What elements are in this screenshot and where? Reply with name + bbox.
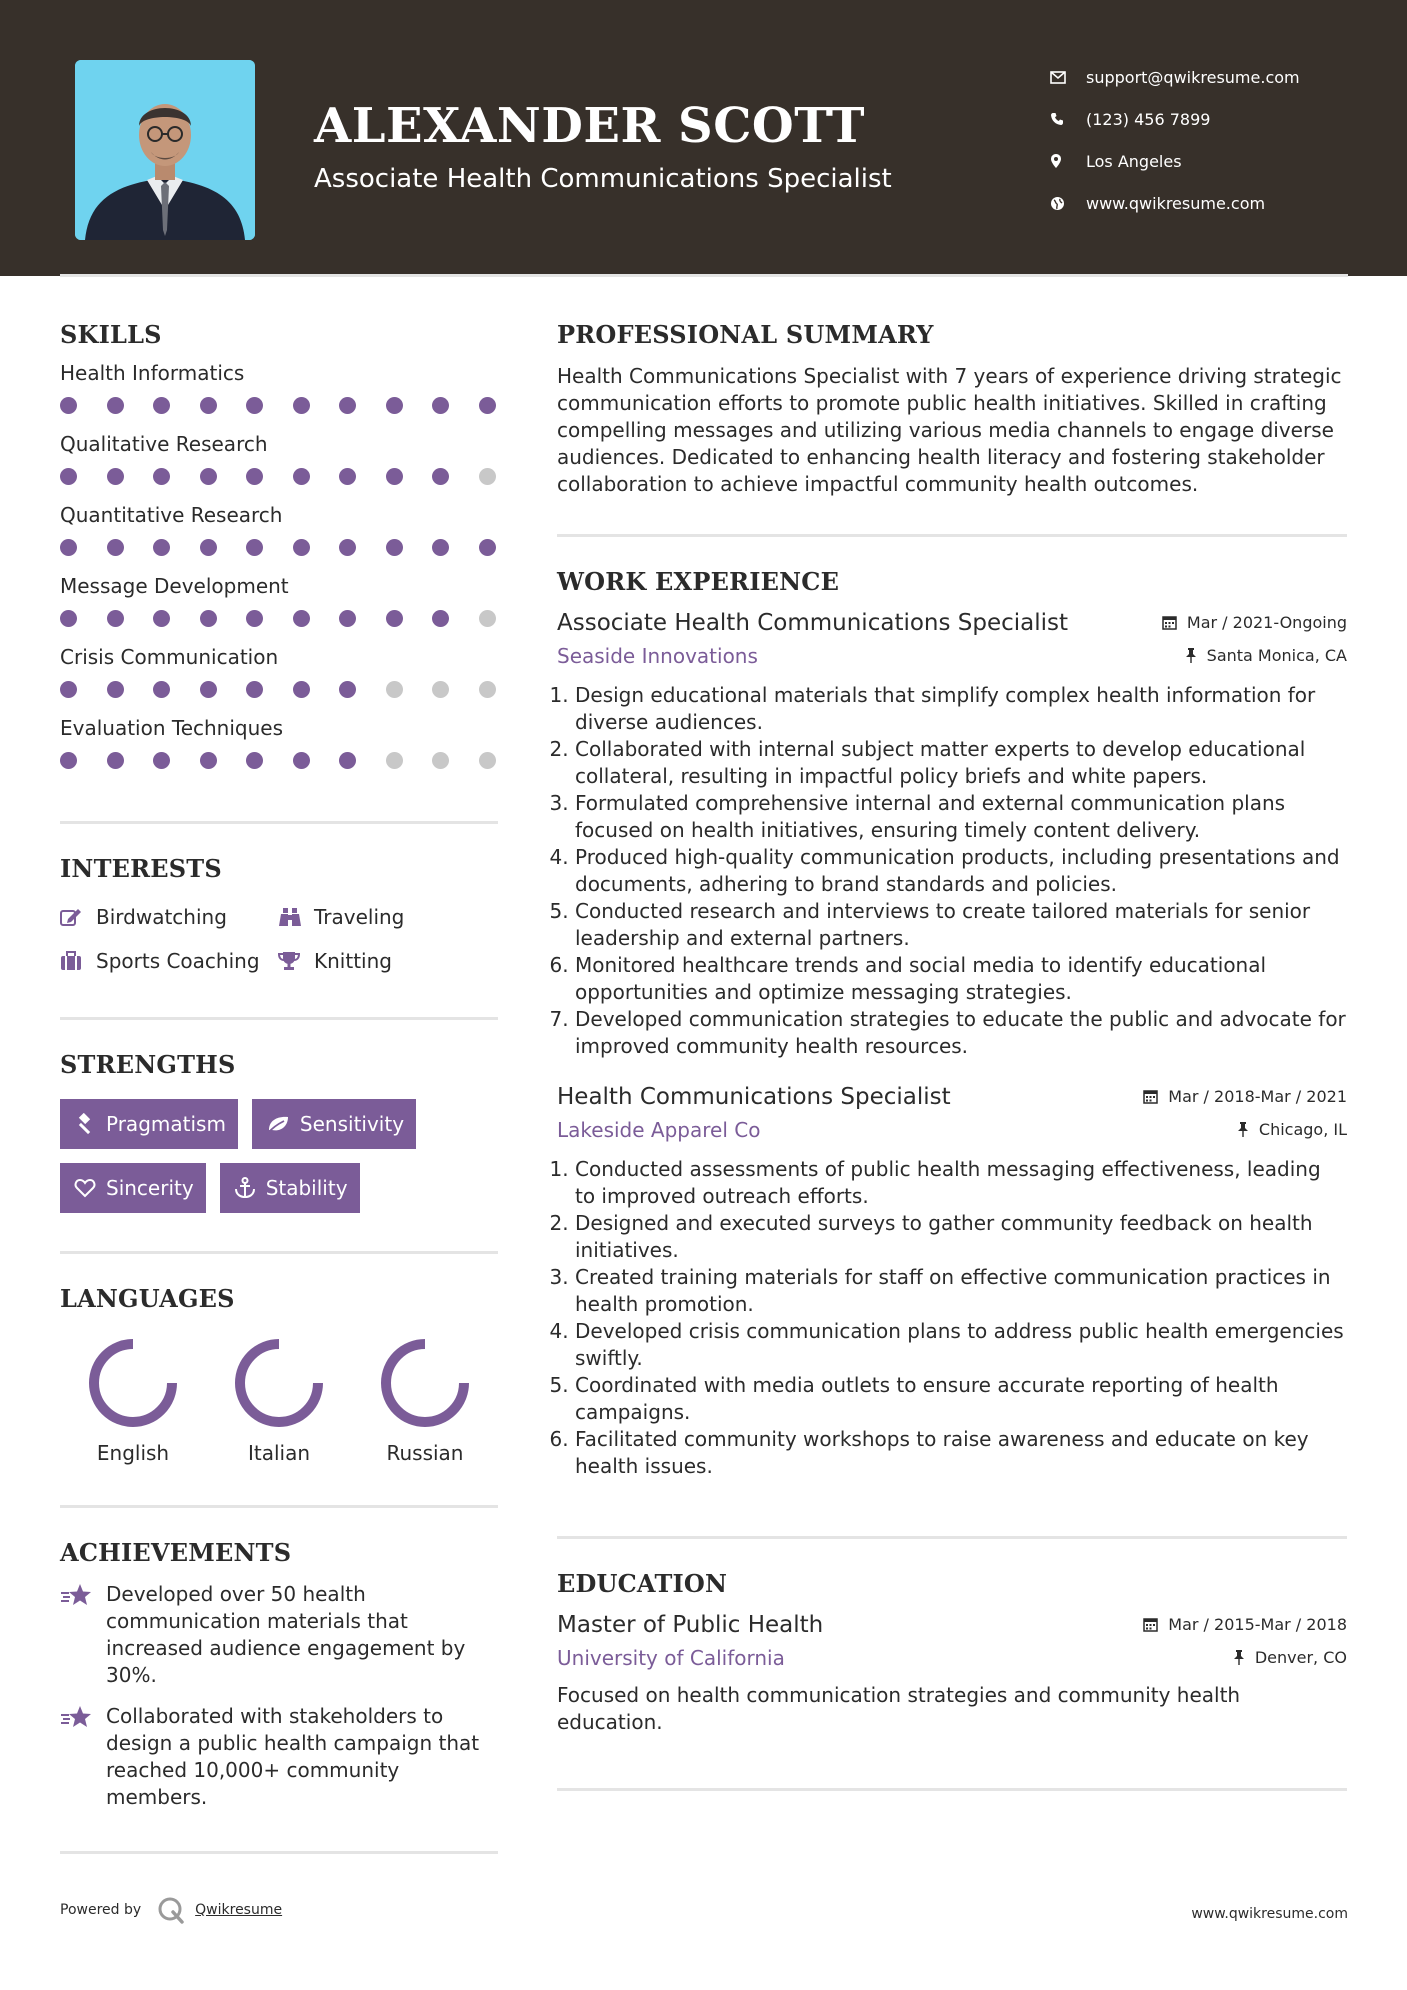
phone-icon xyxy=(1050,112,1086,126)
duty-item: 2. Designed and executed surveys to gather community feedback on health initiatives. xyxy=(575,1210,1347,1264)
rating-dot-filled xyxy=(60,468,77,485)
candidate-role: Associate Health Communications Specialist xyxy=(314,164,892,194)
contact-website[interactable] xyxy=(1050,182,1380,224)
education-heading: EDUCATION xyxy=(557,1569,728,1598)
education-entry xyxy=(557,1612,1347,1736)
job-title: Associate Health Communications Specialist xyxy=(557,610,1069,636)
pushpin-icon xyxy=(1185,648,1197,663)
rating-dot-filled xyxy=(107,468,124,485)
contact-list xyxy=(1050,56,1380,224)
duty-item: 4. Developed crisis communication plans to address public health emergencies swiftly. xyxy=(575,1318,1347,1372)
rating-dot-filled xyxy=(479,397,496,414)
education-description: Focused on health communication strategies and community health education. xyxy=(557,1683,1241,1734)
rating-dot-filled xyxy=(60,397,77,414)
rating-dot-empty xyxy=(479,610,496,627)
skills-section xyxy=(60,320,498,769)
education-dates xyxy=(1143,1615,1347,1634)
education-section xyxy=(557,1569,1347,1736)
interests-section xyxy=(60,854,498,973)
rating-dot-filled xyxy=(60,610,77,627)
achievements-section xyxy=(60,1538,498,1811)
rating-dot-filled xyxy=(107,752,124,769)
contact-email[interactable] xyxy=(1050,56,1380,98)
section-divider xyxy=(557,1788,1347,1791)
experience-heading: WORK EXPERIENCE xyxy=(557,567,840,596)
rating-dot-filled xyxy=(107,610,124,627)
calendar-icon xyxy=(1143,1617,1158,1632)
section-divider xyxy=(557,534,1347,537)
company-name: Lakeside Apparel Co xyxy=(557,1118,761,1142)
globe-icon xyxy=(1050,196,1086,211)
footer-powered-by xyxy=(60,1896,282,1924)
section-divider xyxy=(60,1505,498,1508)
rating-dot-empty xyxy=(432,681,449,698)
languages-section xyxy=(60,1284,498,1465)
interest-item xyxy=(278,949,498,973)
language-proficiency-ring xyxy=(233,1337,325,1429)
duty-item: 5. Conducted research and interviews to create tailored materials for senior leadership and external partners. xyxy=(575,898,1347,952)
rating-dot-empty xyxy=(479,681,496,698)
rating-dot-filled xyxy=(432,610,449,627)
rating-dot-filled xyxy=(246,468,263,485)
job-entry xyxy=(557,610,1347,1060)
language-label: English xyxy=(96,1441,170,1465)
calendar-icon xyxy=(1143,1089,1158,1104)
duty-item: 4. Produced high-quality communication products, including presentations and documents, adhering to brand standards and policies. xyxy=(575,844,1347,898)
summary-heading: PROFESSIONAL SUMMARY xyxy=(557,320,934,349)
skill-rating xyxy=(60,610,496,627)
binoculars-icon xyxy=(278,907,314,927)
achievement-text: Developed over 50 health communication materials that increased audience engagement by 30%. xyxy=(106,1582,466,1687)
job-title: Health Communications Specialist xyxy=(557,1084,951,1110)
degree-title: Master of Public Health xyxy=(557,1612,824,1638)
rating-dot-filled xyxy=(246,539,263,556)
candidate-name: ALEXANDER SCOTT xyxy=(314,98,865,154)
rating-dot-filled xyxy=(432,539,449,556)
skill-name: Health Informatics xyxy=(60,361,245,385)
language-arc xyxy=(240,1344,318,1422)
duty-item: 7. Developed communication strategies to educate the public and advocate for improved community health resources. xyxy=(575,1006,1347,1060)
contact-website-text: www.qwikresume.com xyxy=(1086,193,1266,213)
rating-dot-filled xyxy=(339,681,356,698)
interest-label: Traveling xyxy=(314,905,405,929)
anchor-icon xyxy=(234,1177,256,1199)
powered-by-text: Powered by xyxy=(60,1902,142,1918)
envelope-icon xyxy=(1050,71,1086,84)
duty-item: 3. Created training materials for staff on effective communication practices in health promotion. xyxy=(575,1264,1347,1318)
contact-location-text: Los Angeles xyxy=(1086,151,1182,171)
strength-label: Sincerity xyxy=(106,1176,194,1200)
contact-phone[interactable] xyxy=(1050,98,1380,140)
rating-dot-filled xyxy=(200,752,217,769)
rating-dot-filled xyxy=(293,610,310,627)
contact-email-text: support@qwikresume.com xyxy=(1086,67,1300,87)
interest-label: Knitting xyxy=(314,949,392,973)
rating-dot-filled xyxy=(293,539,310,556)
section-divider xyxy=(60,821,498,824)
map-pin-icon xyxy=(1050,153,1086,169)
rating-dot-filled xyxy=(246,397,263,414)
right-column xyxy=(557,320,1347,1791)
rating-dot-empty xyxy=(386,752,403,769)
section-divider xyxy=(60,1851,498,1854)
rating-dot-filled xyxy=(60,681,77,698)
rating-dot-filled xyxy=(339,610,356,627)
duty-item: 1. Conducted assessments of public health messaging effectiveness, leading to improved outreach efforts. xyxy=(575,1156,1347,1210)
header-divider xyxy=(60,274,1348,277)
job-location xyxy=(1237,1120,1347,1139)
interest-label: Birdwatching xyxy=(96,905,227,929)
skill-rating xyxy=(60,468,496,485)
trophy-icon xyxy=(278,951,314,971)
rating-dot-filled xyxy=(386,539,403,556)
resume-header xyxy=(0,0,1407,276)
calendar-icon xyxy=(1162,615,1177,630)
strength-label: Sensitivity xyxy=(299,1112,405,1136)
profile-photo xyxy=(75,60,255,240)
language-item xyxy=(352,1337,498,1465)
languages-heading: LANGUAGES xyxy=(60,1284,235,1313)
rating-dot-empty xyxy=(479,752,496,769)
rating-dot-filled xyxy=(386,397,403,414)
duty-item: 1. Design educational materials that simplify complex health information for diverse audiences. xyxy=(575,682,1347,736)
strengths-list xyxy=(60,1099,498,1213)
rating-dot-filled xyxy=(339,539,356,556)
job-dates xyxy=(1162,613,1347,632)
rating-dot-filled xyxy=(200,610,217,627)
strength-badge xyxy=(252,1099,416,1149)
rating-dot-filled xyxy=(200,681,217,698)
summary-section xyxy=(557,320,1347,498)
language-label: Russian xyxy=(386,1441,464,1465)
rating-dot-filled xyxy=(293,752,310,769)
rating-dot-filled xyxy=(153,468,170,485)
strength-badge xyxy=(60,1099,238,1149)
avatar-illustration xyxy=(75,60,255,240)
interests-list xyxy=(60,905,498,973)
duty-item: 2. Collaborated with internal subject matter experts to develop educational collateral, resulting in impactful policy briefs and white papers. xyxy=(575,736,1347,790)
left-column xyxy=(60,320,498,1854)
strength-badge xyxy=(220,1163,360,1213)
achievements-heading: ACHIEVEMENTS xyxy=(60,1538,292,1567)
rating-dot-filled xyxy=(153,539,170,556)
duty-item: 6. Monitored healthcare trends and social media to identify educational opportunities and optimize messaging strategies. xyxy=(575,952,1347,1006)
job-dates xyxy=(1143,1087,1347,1106)
section-divider xyxy=(60,1251,498,1254)
rating-dot-filled xyxy=(200,468,217,485)
strength-label: Pragmatism xyxy=(106,1112,226,1136)
star-icon xyxy=(60,1581,106,1689)
languages-list xyxy=(60,1337,498,1465)
education-dates-text: Mar / 2015-Mar / 2018 xyxy=(1168,1615,1347,1634)
rating-dot-filled xyxy=(386,468,403,485)
skill-rating xyxy=(60,681,496,698)
job-location-text: Chicago, IL xyxy=(1258,1120,1347,1139)
language-proficiency-ring xyxy=(379,1337,471,1429)
skill-rating xyxy=(60,397,496,414)
company-name: Seaside Innovations xyxy=(557,644,758,668)
interest-item xyxy=(60,949,278,973)
rating-dot-filled xyxy=(432,397,449,414)
duty-item: 3. Formulated comprehensive internal and external communication plans focused on health initiatives, ensuring timely content delivery. xyxy=(575,790,1347,844)
contact-phone-text: (123) 456 7899 xyxy=(1086,109,1211,129)
job-dates-text: Mar / 2018-Mar / 2021 xyxy=(1168,1087,1347,1106)
interest-label: Sports Coaching xyxy=(96,949,260,973)
gavel-icon xyxy=(74,1113,96,1135)
leaf-icon xyxy=(266,1114,290,1134)
strengths-heading: STRENGTHS xyxy=(60,1050,236,1079)
rating-dot-empty xyxy=(432,752,449,769)
interests-heading: INTERESTS xyxy=(60,854,222,883)
rating-dot-filled xyxy=(293,681,310,698)
skill-name: Crisis Communication xyxy=(60,645,279,669)
strengths-section xyxy=(60,1050,498,1213)
rating-dot-filled xyxy=(293,468,310,485)
footer-website[interactable]: www.qwikresume.com xyxy=(1191,1906,1348,1922)
language-label: Italian xyxy=(247,1441,311,1465)
skill-name: Qualitative Research xyxy=(60,432,268,456)
rating-dot-filled xyxy=(200,397,217,414)
experience-section xyxy=(557,567,1347,1480)
duty-item: 6. Facilitated community workshops to raise awareness and educate on key health issues. xyxy=(575,1426,1347,1480)
skill-rating xyxy=(60,539,496,556)
education-location xyxy=(1233,1648,1347,1667)
achievement-text: Collaborated with stakeholders to design a public health campaign that reached 10,000+ community members. xyxy=(106,1704,480,1809)
rating-dot-filled xyxy=(107,681,124,698)
interest-item xyxy=(60,905,278,929)
duties-list xyxy=(557,1156,1347,1480)
rating-dot-filled xyxy=(200,539,217,556)
rating-dot-filled xyxy=(246,610,263,627)
rating-dot-filled xyxy=(153,610,170,627)
rating-dot-empty xyxy=(386,681,403,698)
rating-dot-empty xyxy=(479,468,496,485)
summary-text: Health Communications Specialist with 7 years of experience driving strategic communication efforts to promote public health initiatives. Skilled in crafting compelling messages and utilizing various media channels to engage diverse audiences. Dedicated to enhancing health literacy and fostering stakeholder collaboration to achieve impactful community health outcomes. xyxy=(557,364,1342,496)
skill-name: Message Development xyxy=(60,574,289,598)
job-location-text: Santa Monica, CA xyxy=(1206,646,1347,665)
briefcase-icon xyxy=(60,951,96,971)
skills-heading: SKILLS xyxy=(60,320,162,349)
pushpin-icon xyxy=(1237,1122,1249,1137)
qwikresume-link[interactable]: Qwikresume xyxy=(195,1902,283,1918)
edit-icon xyxy=(60,907,96,927)
star-icon xyxy=(60,1703,106,1811)
language-item xyxy=(60,1337,206,1465)
rating-dot-filled xyxy=(386,610,403,627)
strength-label: Stability xyxy=(265,1176,348,1200)
section-divider xyxy=(60,1017,498,1020)
language-proficiency-ring xyxy=(87,1337,179,1429)
rating-dot-filled xyxy=(153,752,170,769)
rating-dot-filled xyxy=(293,397,310,414)
rating-dot-filled xyxy=(246,752,263,769)
rating-dot-filled xyxy=(60,539,77,556)
contact-location xyxy=(1050,140,1380,182)
language-arc xyxy=(386,1344,464,1422)
rating-dot-filled xyxy=(107,539,124,556)
achievement-item xyxy=(60,1703,498,1811)
language-arc xyxy=(94,1344,172,1422)
rating-dot-filled xyxy=(339,468,356,485)
pushpin-icon xyxy=(1233,1650,1245,1665)
qwikresume-logo-icon xyxy=(157,1896,185,1924)
skill-name: Quantitative Research xyxy=(60,503,283,527)
job-dates-text: Mar / 2021-Ongoing xyxy=(1186,613,1347,632)
rating-dot-filled xyxy=(60,752,77,769)
rating-dot-filled xyxy=(246,681,263,698)
rating-dot-filled xyxy=(153,397,170,414)
heart-icon xyxy=(74,1178,96,1198)
job-entry xyxy=(557,1084,1347,1480)
rating-dot-filled xyxy=(339,397,356,414)
skill-rating xyxy=(60,752,496,769)
job-location xyxy=(1185,646,1347,665)
education-location-text: Denver, CO xyxy=(1254,1648,1347,1667)
rating-dot-filled xyxy=(107,397,124,414)
section-divider xyxy=(557,1536,1347,1539)
school-name: University of California xyxy=(557,1646,785,1670)
skill-name: Evaluation Techniques xyxy=(60,716,284,740)
rating-dot-filled xyxy=(339,752,356,769)
achievement-item xyxy=(60,1581,498,1689)
strength-badge xyxy=(60,1163,206,1213)
interest-item xyxy=(278,905,498,929)
skills-list xyxy=(60,361,498,769)
duty-item: 5. Coordinated with media outlets to ensure accurate reporting of health campaigns. xyxy=(575,1372,1347,1426)
duties-list xyxy=(557,682,1347,1060)
rating-dot-filled xyxy=(479,539,496,556)
rating-dot-filled xyxy=(153,681,170,698)
language-item xyxy=(206,1337,352,1465)
rating-dot-filled xyxy=(432,468,449,485)
